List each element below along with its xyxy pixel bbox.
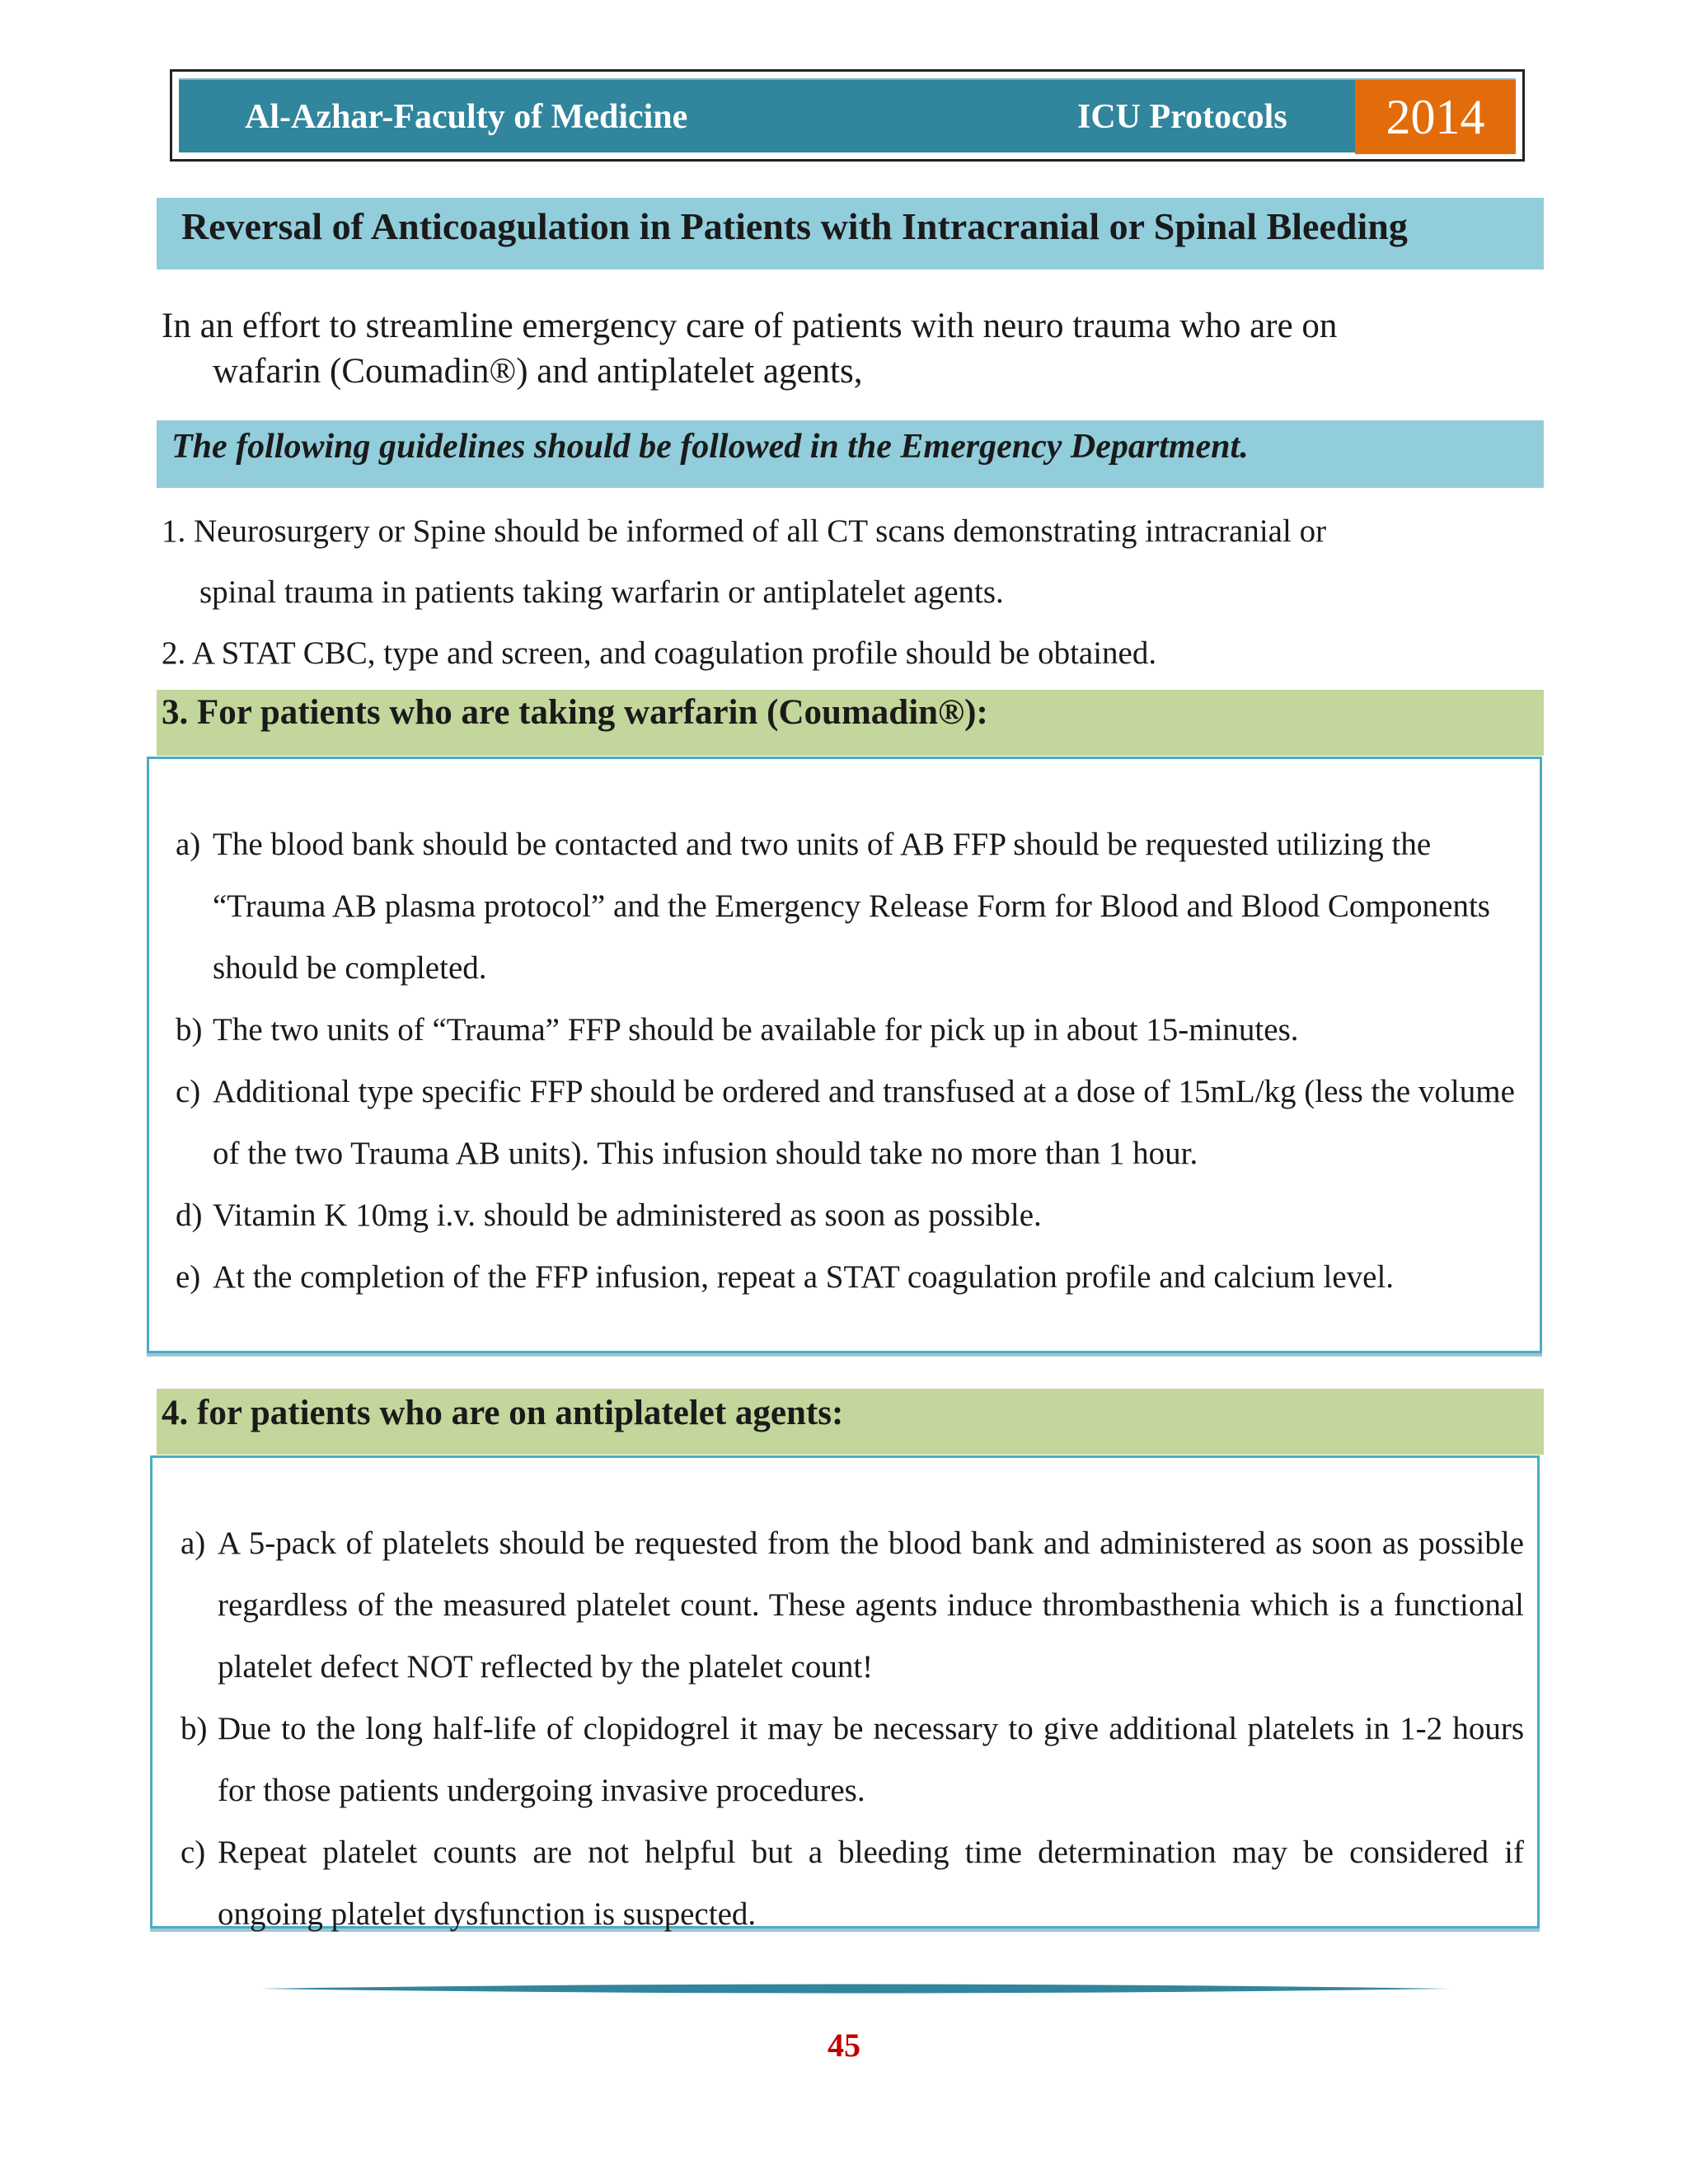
list-marker: c) bbox=[176, 1074, 201, 1109]
list-marker: a) bbox=[176, 827, 201, 862]
list-item bbox=[176, 813, 1527, 999]
guideline-item-1-line-1: 1. Neurosurgery or Spine should be informed of all CT scans demonstrating intracranial or bbox=[162, 513, 1327, 549]
list-item bbox=[181, 1512, 1524, 1698]
list-item bbox=[181, 1698, 1524, 1821]
list-item bbox=[181, 1821, 1524, 1945]
list-item-text: The blood bank should be contacted and two units of AB FFP should be requested utilizing the “Trauma AB plasma protocol” and the Emergency Release Form for Blood and Blood Components should be completed. bbox=[213, 827, 1490, 986]
list-item-text: The two units of “Trauma” FFP should be available for pick up in about 15-minutes. bbox=[213, 1012, 1299, 1047]
list-item-text: Vitamin K 10mg i.v. should be administered as soon as possible. bbox=[213, 1197, 1042, 1233]
list-item bbox=[176, 1061, 1527, 1184]
list-marker: d) bbox=[176, 1197, 203, 1233]
footer-divider bbox=[260, 1983, 1449, 1994]
guideline-item-2: 2. A STAT CBC, type and screen, and coagulation profile should be obtained. bbox=[162, 635, 1157, 671]
header-year: 2014 bbox=[1355, 80, 1516, 154]
section-4-box bbox=[150, 1455, 1540, 1932]
list-item-text: At the completion of the FFP infusion, repeat a STAT coagulation profile and calcium level. bbox=[213, 1259, 1395, 1295]
header-title: ICU Protocols bbox=[1077, 98, 1287, 136]
list-marker: b) bbox=[176, 1012, 203, 1047]
header-bar bbox=[179, 78, 1516, 152]
header-institution: Al-Azhar-Faculty of Medicine bbox=[245, 98, 688, 136]
list-item-text: Repeat platelet counts are not helpful but a bleeding time determination may be considered if ongoing platelet dysfunction is suspected. bbox=[218, 1835, 1524, 1932]
list-marker: a) bbox=[181, 1526, 206, 1561]
document-title: Reversal of Anticoagulation in Patients with Intracranial or Spinal Bleeding bbox=[157, 198, 1544, 269]
list-item bbox=[176, 1246, 1527, 1308]
section-4-heading: 4. for patients who are on antiplatelet agents: bbox=[157, 1389, 1544, 1455]
list-item-text: A 5-pack of platelets should be requested from the blood bank and administered as soon as possible regardless of the measured platelet count. These agents induce thrombasthenia which is a functional platelet defect NOT reflected by the platelet count! bbox=[218, 1526, 1524, 1685]
page-number: 45 bbox=[828, 2027, 860, 2064]
section-3-box bbox=[147, 757, 1542, 1353]
guideline-item-1-line-2: spinal trauma in patients taking warfarin or antiplatelet agents. bbox=[199, 574, 1004, 610]
page-header bbox=[170, 69, 1525, 162]
list-item-text: Additional type specific FFP should be ordered and transfused at a dose of 15mL/kg (less the volume of the two Trauma AB units). This infusion should take no more than 1 hour. bbox=[213, 1074, 1515, 1171]
intro-line-2: wafarin (Coumadin®) and antiplatelet agents, bbox=[213, 352, 863, 391]
guideline-list bbox=[162, 501, 1530, 684]
intro-paragraph bbox=[162, 303, 1522, 394]
list-item-text: Due to the long half-life of clopidogrel it may be necessary to give additional platelets in 1-2 hours for those patients undergoing invasive procedures. bbox=[218, 1711, 1524, 1808]
list-marker: e) bbox=[176, 1259, 201, 1295]
section-3-heading: 3. For patients who are taking warfarin (Coumadin®): bbox=[157, 690, 1544, 756]
list-marker: b) bbox=[181, 1711, 208, 1746]
guideline-heading: The following guidelines should be followed in the Emergency Department. bbox=[157, 420, 1544, 488]
intro-line-1: In an effort to streamline emergency care of patients with neuro trauma who are on bbox=[162, 307, 1338, 345]
list-item bbox=[176, 1184, 1527, 1246]
list-marker: c) bbox=[181, 1835, 206, 1870]
list-item bbox=[176, 999, 1527, 1061]
